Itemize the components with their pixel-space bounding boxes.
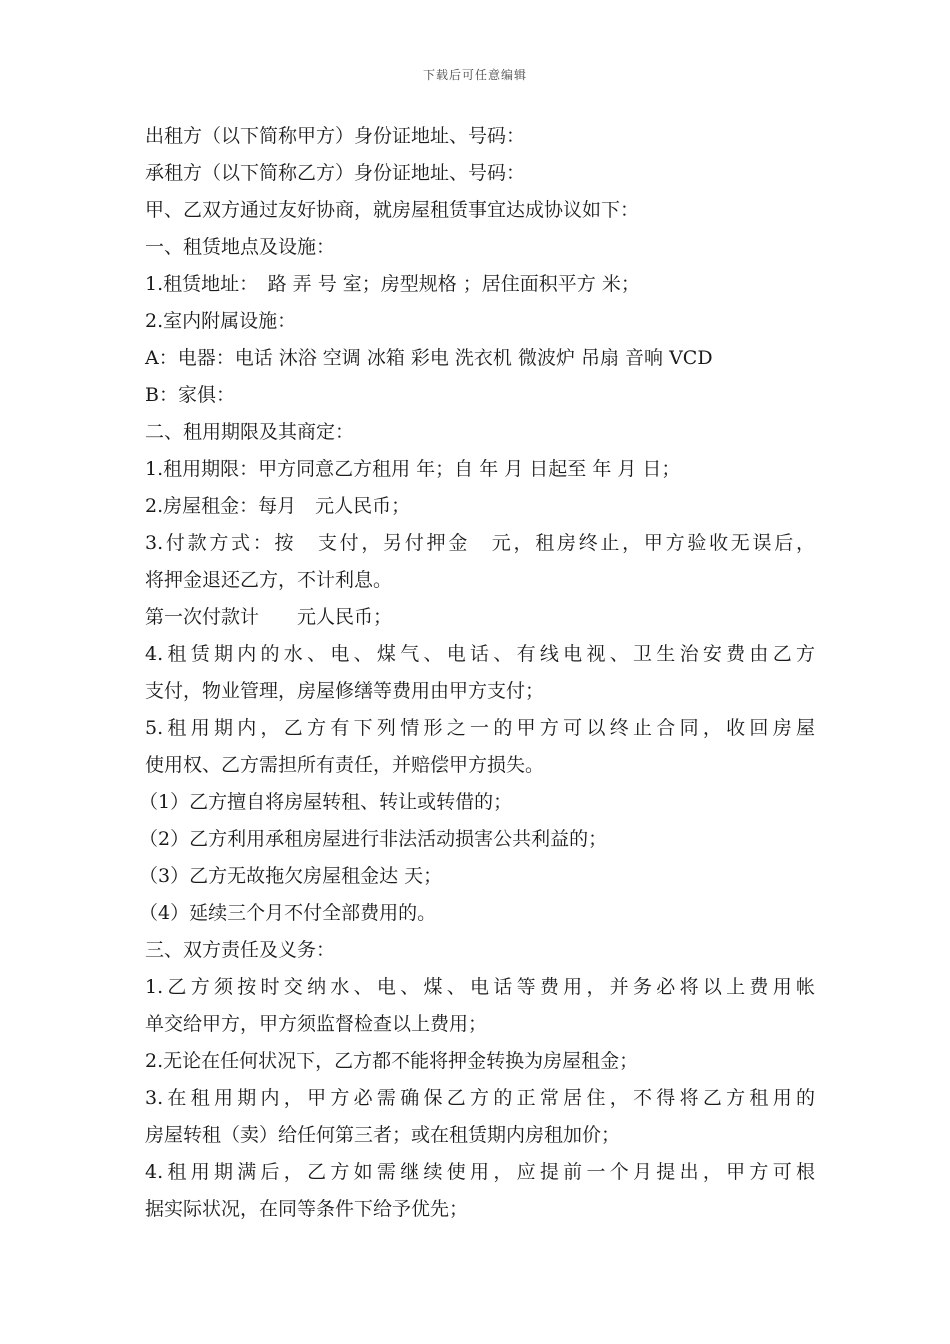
text-line: 2.室内附属设施： [145,310,297,332]
text-line: 承租方（以下简称乙方）身份证地址、号码： [145,162,526,184]
text-line: 一、租赁地点及设施： [145,236,336,258]
text-line: 第一次付款计 元人民币； [145,606,393,628]
text-line: 房屋转租（卖）给任何第三者；或在租赁期内房租加价； [145,1124,621,1146]
text-line: 2.无论在任何状况下，乙方都不能将押金转换为房屋租金； [145,1050,639,1072]
text-line: （1）乙方擅自将房屋转租、转让或转借的； [139,791,513,813]
text-line: 3.付款方式：按 支付，另付押金 元，租房终止，甲方验收无误后， [145,532,815,554]
text-line: 据实际状况，在同等条件下给予优先； [145,1198,469,1220]
text-line: A：电器：电话 沐浴 空调 冰箱 彩电 洗衣机 微波炉 吊扇 音响 VCD [145,347,713,369]
text-line: （3）乙方无故拖欠房屋租金达 天； [139,865,443,887]
page-header: 下载后可任意编辑 [422,68,527,82]
text-line: 支付，物业管理，房屋修缮等费用由甲方支付； [145,680,545,702]
text-line: （4）延续三个月不付全部费用的。 [139,902,437,924]
text-line: 二、租用期限及其商定： [145,421,355,443]
text-line: 3.在租用期内，甲方必需确保乙方的正常居住，不得将乙方租用的 [145,1087,815,1109]
text-line: 2.房屋租金：每月 元人民币； [145,495,411,517]
text-line: B：家俱： [145,384,235,406]
text-line: 甲、乙双方通过友好协商，就房屋租赁事宜达成协议如下： [145,199,640,221]
text-line: 4.租赁期内的水、电、煤气、电话、有线电视、卫生治安费由乙方 [145,643,815,665]
document-body [139,118,815,1228]
text-line: 出租方（以下简称甲方）身份证地址、号码： [145,125,526,147]
text-line: 4.租用期满后，乙方如需继续使用，应提前一个月提出，甲方可根 [145,1161,815,1183]
text-line: 三、双方责任及义务： [145,939,336,961]
text-line: 将押金退还乙方，不计利息。 [145,569,393,591]
text-line: 单交给甲方，甲方须监督检查以上费用； [145,1013,488,1035]
text-line: 1.乙方须按时交纳水、电、煤、电话等费用，并务必将以上费用帐 [145,976,815,998]
text-line: （2）乙方利用承租房屋进行非法活动损害公共利益的； [139,828,608,850]
text-line: 1.租用期限：甲方同意乙方租用 年；自 年 月 日起至 年 月 日； [145,458,681,480]
text-line: 1.租赁地址： 路 弄 号 室；房型规格 ；居住面积平方 米； [145,273,640,295]
text-line: 5.租用期内，乙方有下列情形之一的甲方可以终止合同，收回房屋 [145,717,815,739]
text-line: 使用权、乙方需担所有责任，并赔偿甲方损失。 [145,754,545,776]
